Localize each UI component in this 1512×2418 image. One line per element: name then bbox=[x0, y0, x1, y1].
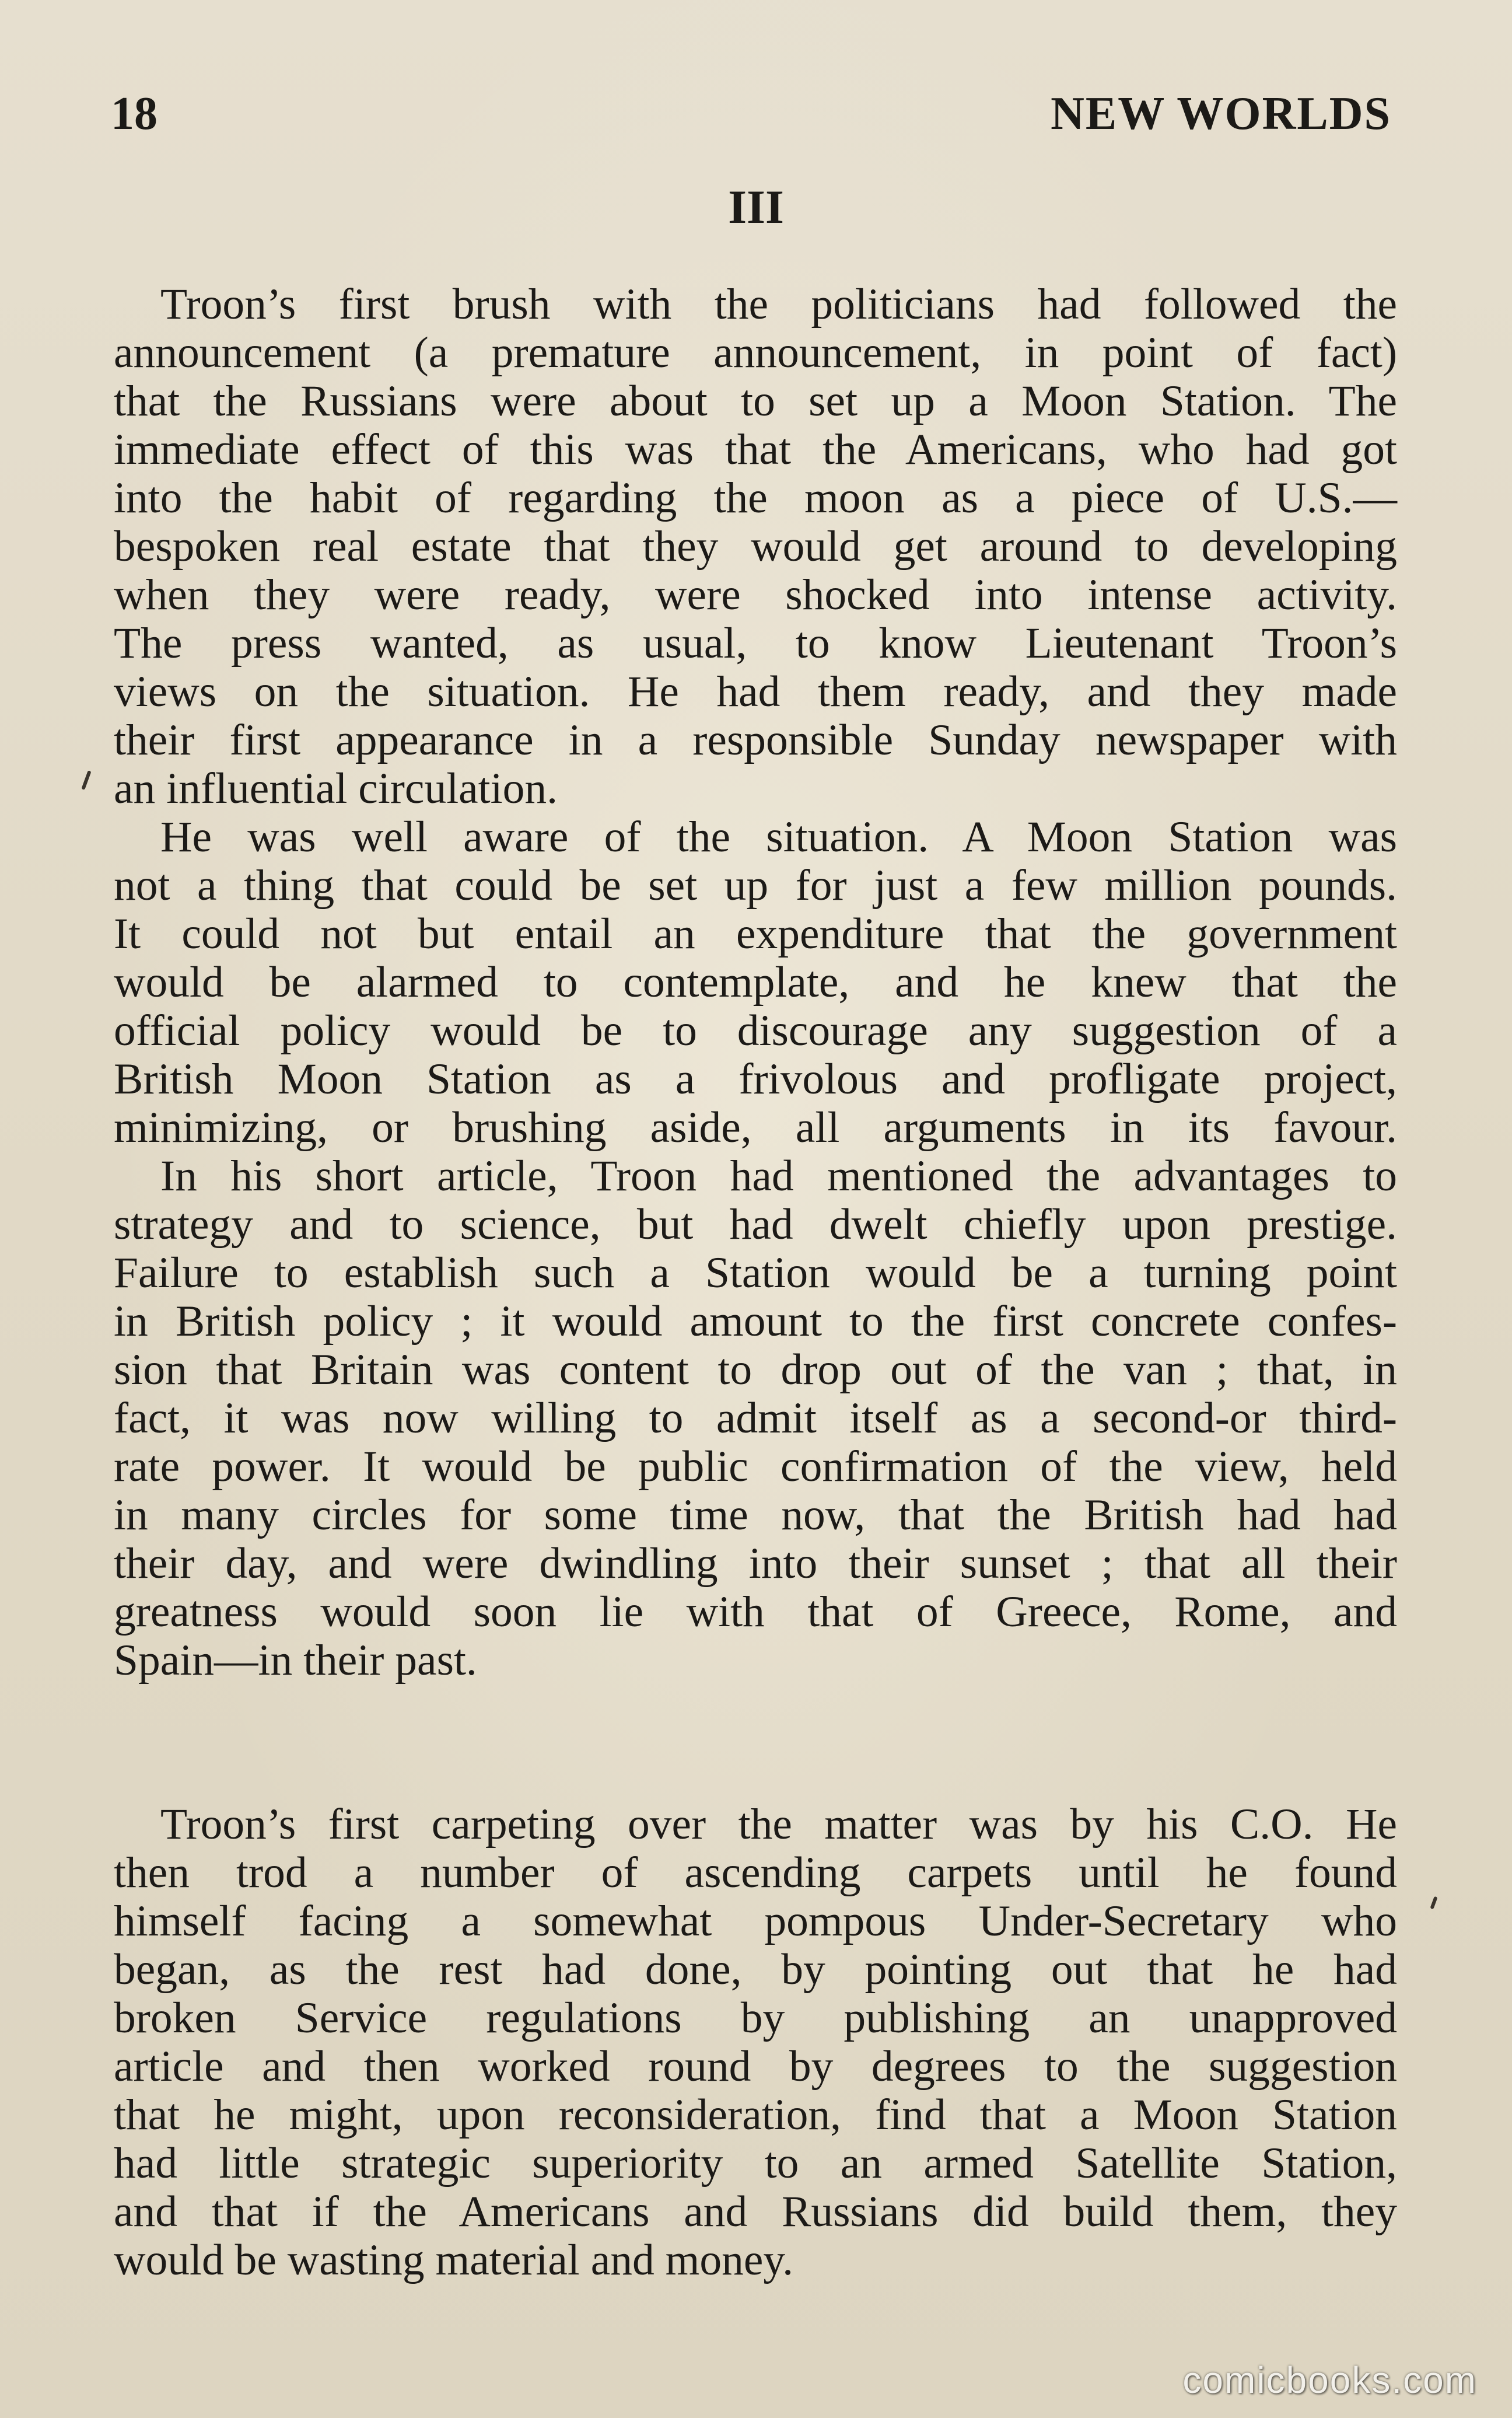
text-line: would be alarmed to contemplate, and he knew that the bbox=[114, 958, 1397, 1007]
text-line: article and then worked round by degrees to the suggestion bbox=[114, 2042, 1397, 2091]
text-line: Failure to establish such a Station would be a turning point bbox=[114, 1249, 1397, 1297]
text-line: rate power. It would be public confirmation of the view, held bbox=[114, 1442, 1397, 1491]
text-line: in British policy ; it would amount to the first concrete confes- bbox=[114, 1297, 1397, 1346]
section-two-text bbox=[114, 1800, 1397, 2284]
text-line: Troon’s first carpeting over the matter was by his C.O. He bbox=[160, 1800, 1397, 1849]
text-line: Troon’s first brush with the politicians had followed the bbox=[160, 280, 1397, 329]
text-line: would be wasting material and money. bbox=[114, 2236, 794, 2284]
text-line: an influential circulation. bbox=[114, 764, 558, 813]
journal-title: NEW WORLDS bbox=[1051, 88, 1391, 139]
text-line: immediate effect of this was that the Americans, who had got bbox=[114, 425, 1397, 474]
text-line: had little strategic superiority to an armed Satellite Station, bbox=[114, 2139, 1397, 2188]
text-line: when they were ready, were shocked into intense activity. bbox=[114, 571, 1397, 619]
text-line: announcement (a premature announcement, in point of fact) bbox=[114, 329, 1397, 377]
watermark-logo: comicbooks.com bbox=[1182, 2359, 1477, 2401]
text-line: into the habit of regarding the moon as a piece of U.S.— bbox=[114, 474, 1397, 522]
text-line: views on the situation. He had them ready, and they made bbox=[114, 668, 1397, 716]
text-line: their first appearance in a responsible Sunday newspaper with bbox=[114, 716, 1397, 764]
running-head bbox=[111, 82, 1391, 146]
text-line: himself facing a somewhat pompous Under-Secretary who bbox=[114, 1897, 1397, 1945]
text-line: In his short article, Troon had mentioned the advantages to bbox=[160, 1152, 1397, 1200]
text-line: that the Russians were about to set up a Moon Station. The bbox=[114, 377, 1397, 425]
text-line: bespoken real estate that they would get around to developing bbox=[114, 522, 1397, 571]
text-line: official policy would be to discourage any suggestion of a bbox=[114, 1007, 1397, 1055]
text-line: their day, and were dwindling into their sunset ; that all their bbox=[114, 1539, 1397, 1588]
text-line: Spain—in their past. bbox=[114, 1636, 477, 1685]
ink-speck bbox=[81, 770, 91, 790]
text-line: broken Service regulations by publishing an unapproved bbox=[114, 1994, 1397, 2042]
text-line: strategy and to science, but had dwelt chiefly upon prestige. bbox=[114, 1200, 1397, 1249]
text-line: He was well aware of the situation. A Moon Station was bbox=[160, 813, 1397, 861]
text-line: sion that Britain was content to drop out of the van ; that, in bbox=[114, 1346, 1397, 1394]
section-one-text bbox=[114, 280, 1397, 1685]
text-line: that he might, upon reconsideration, find that a Moon Station bbox=[114, 2091, 1397, 2139]
text-line: The press wanted, as usual, to know Lieutenant Troon’s bbox=[114, 619, 1397, 668]
text-line: minimizing, or brushing aside, all arguments in its favour. bbox=[114, 1103, 1397, 1152]
text-line: and that if the Americans and Russians did build them, they bbox=[114, 2188, 1397, 2236]
text-line: began, as the rest had done, by pointing out that he had bbox=[114, 1945, 1397, 1994]
text-line: It could not but entail an expenditure that the government bbox=[114, 910, 1397, 958]
text-line: not a thing that could be set up for just a few million pounds. bbox=[114, 861, 1397, 910]
text-line: in many circles for some time now, that the British had had bbox=[114, 1491, 1397, 1539]
page-number: 18 bbox=[111, 88, 158, 139]
text-line: British Moon Station as a frivolous and profligate project, bbox=[114, 1055, 1397, 1103]
text-line: fact, it was now willing to admit itself as a second-or third- bbox=[114, 1394, 1397, 1442]
text-line: then trod a number of ascending carpets until he found bbox=[114, 1849, 1397, 1897]
chapter-number: III bbox=[728, 180, 784, 233]
text-line: greatness would soon lie with that of Greece, Rome, and bbox=[114, 1588, 1397, 1636]
ink-speck bbox=[1430, 1896, 1437, 1910]
